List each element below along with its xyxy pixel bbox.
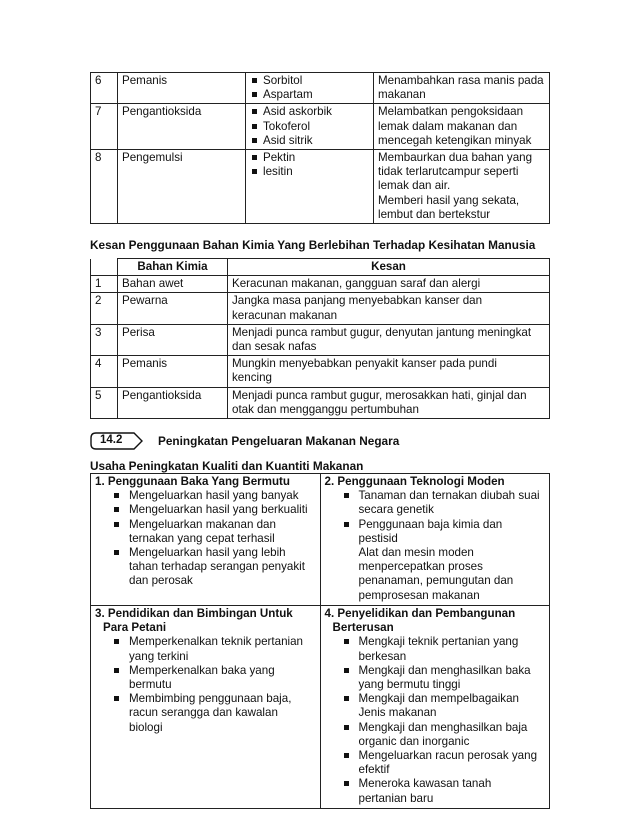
additive-function [374,150,550,224]
effort-title-line: Para Petani [103,621,167,635]
example-item: Sorbitol [250,74,369,88]
effect-line: Mungkin menyebabkan penyakit kanser pada pundi [232,357,497,371]
effort-item-line: berkesan [358,649,407,663]
effort-title-line: 1. Penggunaan Baka Yang Bermutu [95,475,290,489]
effect-description [228,293,550,324]
effect-line: keracunan makanan [232,308,338,322]
function-line: lemak dan air. [378,179,451,193]
effort-cell [91,474,321,606]
effect-row [91,324,550,355]
effort-item-line: Penggunaan baja kimia dan [358,517,503,531]
effort-title [95,475,316,489]
effort-item-line: Mengeluarkan racun perosak yang [358,748,538,762]
effort-cell [320,605,550,808]
effect-line: Jangka masa panjang menyebabkan kanser dan [232,294,483,308]
effort-item-line: Mengkaji dan menghasilkan baja [358,720,528,734]
additive-type: Pengantioksida [118,104,246,150]
function-line: mencegah ketengikan minyak [378,133,532,147]
examples-list [250,151,369,179]
example-item: lesitin [250,165,369,179]
function-line: Membaurkan dua bahan yang [378,151,533,165]
example-item: Aspartam [250,88,369,102]
effect-row [91,387,550,418]
effect-line: Keracunan makanan, gangguan saraf dan alergi [232,277,481,291]
effect-line: Menjadi punca rambut gugur, merosakkan hati, ginjal dan [232,388,527,402]
additive-examples [246,150,374,224]
effort-item [337,777,546,805]
effect-chemical: Pengantioksida [118,387,228,418]
effort-item-line: Membimbing penggunaan baja, [129,692,292,706]
effort-title-line: 4. Penyelidikan dan Pembangunan [324,606,516,620]
additive-examples [246,73,374,104]
effort-item-line: yang terkini [129,649,189,663]
function-line: lembut dan bertekstur [378,207,491,221]
additive-function [374,73,550,104]
section-heading [90,431,550,451]
effort-item-line: Tanaman dan ternakan diubah suai [358,489,540,503]
effort-list [107,489,316,588]
examples-list [250,105,369,148]
header-effect: Kesan [228,259,550,276]
additive-no: 7 [91,104,118,150]
example-item: Asid askorbik [250,105,369,119]
effort-item [107,489,316,503]
effort-item [107,664,316,692]
efforts-row [91,605,550,808]
effect-no: 4 [91,356,118,387]
effort-item-line: Memperkenalkan baka yang [129,663,275,677]
effort-extra [337,546,546,603]
section-title: Peningkatan Pengeluaran Makanan Negara [158,434,400,449]
additive-no: 6 [91,73,118,104]
effect-row [91,276,550,293]
effort-item [107,692,316,735]
effect-chemical: Bahan awet [118,276,228,293]
effort-cell [91,605,321,808]
example-item: Tokoferol [250,120,369,134]
effort-item [337,635,546,663]
additive-type: Pemanis [118,73,246,104]
additives-table [90,72,550,224]
effect-line: kencing [232,371,272,385]
additive-row [91,104,550,150]
effect-description [228,387,550,418]
effect-no: 1 [91,276,118,293]
function-line: Memberi hasil yang sekata, [378,193,520,207]
effort-list [337,635,546,805]
effort-item-line: Mengeluarkan makanan dan [129,517,276,531]
effect-line: dan sesak nafas [232,340,317,354]
function-line: makanan [378,88,426,102]
effort-extra-line: pemprosesan makanan [358,588,480,602]
additive-row [91,150,550,224]
effort-item [337,518,546,546]
effort-extra-line: Alat dan mesin moden [358,546,474,560]
effort-item [107,503,316,517]
effect-no: 2 [91,293,118,324]
efforts-table [90,473,550,809]
effort-item-line: racun serangga dan kawalan [129,706,278,720]
example-item: Pektin [250,151,369,165]
effort-item [337,489,546,517]
effort-title [325,475,546,489]
effort-title-line: 2. Penggunaan Teknologi Moden [324,475,505,489]
effort-item [107,635,316,663]
effect-description [228,324,550,355]
effect-description [228,356,550,387]
effort-item-line: pestisid [358,531,398,545]
effect-no: 3 [91,324,118,355]
additive-row [91,73,550,104]
additive-no: 8 [91,150,118,224]
effort-item-line: tahan terhadap serangan penyakit [129,560,305,574]
effect-chemical: Pewarna [118,293,228,324]
effort-item-line: bermutu [129,677,172,691]
example-item: Asid sitrik [250,134,369,148]
header-chemical: Bahan Kimia [118,259,228,276]
effort-list [337,489,546,546]
effect-no: 5 [91,387,118,418]
effort-item-line: efektif [358,763,390,777]
effort-item [337,664,546,692]
additive-examples [246,104,374,150]
effect-line: otak dan mengganggu pertumbuhan [232,402,419,416]
effect-chemical: Perisa [118,324,228,355]
effort-item-line: Mengeluarkan hasil yang berkualiti [129,503,308,517]
effort-title-line: 3. Pendidikan dan Bimbingan Untuk [95,606,293,620]
effects-table [90,258,550,419]
efforts-heading: Usaha Peningkatan Kualiti dan Kuantiti Makanan [90,459,364,474]
section-number: 14.2 [100,434,123,447]
effort-item [107,546,316,589]
effort-title-line: Berterusan [332,621,394,635]
effort-item-line: Mengkaji dan mempelbagaikan [358,692,519,706]
effect-line: Menjadi punca rambut gugur, denyutan jantung meningkat [232,325,532,339]
section-number-tab [90,432,144,450]
effort-item-line: secara genetik [358,503,434,517]
effort-title [95,607,316,635]
additive-type: Pengemulsi [118,150,246,224]
function-line: tidak terlarutcampur seperti [378,165,519,179]
effort-title [325,607,546,635]
effort-item [337,692,546,720]
effort-item [337,749,546,777]
effort-item-line: Mengkaji dan menghasilkan baka [358,663,531,677]
effect-description [228,276,550,293]
examples-list [250,74,369,102]
effort-item-line: biologi [129,720,163,734]
function-line: Melambatkan pengoksidaan [378,105,524,119]
effects-heading: Kesan Penggunaan Bahan Kimia Yang Berlebihan Terhadap Kesihatan Manusia [90,238,536,253]
effects-header-row [91,259,550,276]
effort-list [107,635,316,734]
effort-item-line: Memperkenalkan teknik pertanian [129,635,304,649]
effect-row [91,293,550,324]
effort-cell [320,474,550,606]
effort-extra-line: penanaman, pemungutan dan [358,574,514,588]
effort-item-line: Meneroka kawasan tanah [358,777,492,791]
function-line: lemak dalam makanan dan [378,119,518,133]
efforts-row [91,474,550,606]
effect-row [91,356,550,387]
effort-item-line: pertanian baru [358,791,434,805]
document-page [90,72,550,809]
effort-extra-line: menpercepatkan proses [358,560,483,574]
effort-item-line: Mengeluarkan hasil yang lebih [129,546,286,560]
function-line: Menambahkan rasa manis pada [378,74,544,87]
effort-item [337,721,546,749]
effort-item-line: yang bermutu tinggi [358,677,461,691]
effort-item [107,518,316,546]
effort-item-line: organic dan inorganic [358,734,470,748]
effort-item-line: Jenis makanan [358,706,437,720]
effort-item-line: Mengeluarkan hasil yang banyak [129,489,299,503]
effort-item-line: Mengkaji teknik pertanian yang [358,635,519,649]
effort-item-line: dan perosak [129,574,193,588]
header-no [91,259,118,276]
additive-function [374,104,550,150]
effort-item-line: ternakan yang cepat terhasil [129,531,275,545]
effect-chemical: Pemanis [118,356,228,387]
